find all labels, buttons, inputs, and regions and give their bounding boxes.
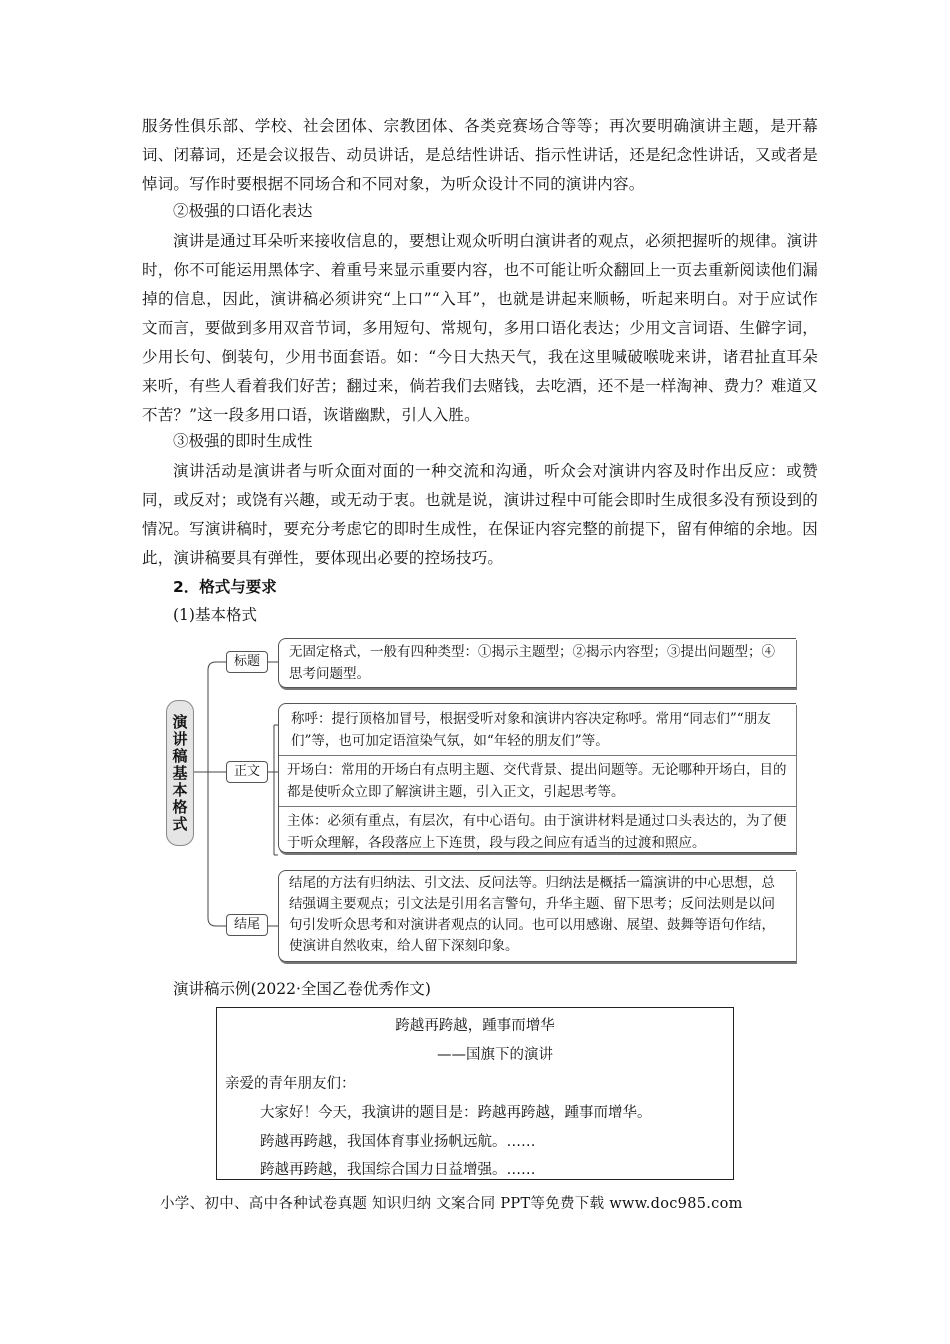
branch-title: 标题: [226, 651, 268, 673]
paragraph-occasions: [142, 112, 818, 199]
mindmap-root: 演讲稿基本格式: [166, 700, 194, 846]
sample-line: 跨越再跨越，我国体育事业扬帆远航。……: [260, 1134, 536, 1150]
ending-description: 结尾的方法有归纳法、引文法、反问法等。归纳法是概括一篇演讲的中心思想，总结强调主要观点；引文法是引用名言警句，升华主题、留下思考；反问法则是以问句引发听众思考和对演讲者观点的认同。也可以用感谢、展望、鼓舞等语句作结，使演讲自然收束，给人留下深刻印象。: [278, 870, 796, 962]
sample-line: 跨越再跨越，我国综合国力日益增强。……: [260, 1162, 536, 1178]
branch-body: 正文: [226, 761, 268, 783]
branch-ending: 结尾: [226, 914, 268, 936]
paragraph-oral: [142, 227, 818, 430]
format-mindmap: [160, 630, 800, 970]
section-subheading: (1)基本格式: [173, 606, 257, 624]
paragraph-instant: [142, 457, 818, 573]
paragraph-text: 演讲是通过耳朵听来接收信息的，要想让观众听明白演讲者的观点，必须把握听的规律。演讲时，你不可能运用黑体字、着重号来显示重要内容，也不可能让听众翻回上一页去重新阅读他们漏掉的信息，因此，演讲稿必须讲究“上口”“入耳”，也就是讲起来顺畅，听起来明白。对于应试作文而言，要做到多用双音节词，多用短句、常规句，多用口语化表达；少用文言词语、生僻字词，少用长句、倒装句，少用书面套语。如：“今日大热天气，我在这里喊破喉咙来讲，诸君扯直耳朵来听，有些人看着我们好苦；翻过来，倘若我们去赌钱，去吃酒，还不是一样淘神、费力？难道又不苦？”这一段多用口语，诙谐幽默，引人入胜。: [142, 232, 818, 424]
subheading-instant: ③极强的即时生成性: [173, 432, 313, 450]
sample-title: 跨越再跨越，踵事而增华: [395, 1018, 555, 1034]
body-group: [278, 703, 796, 853]
sample-subtitle: ——国旗下的演讲: [437, 1047, 553, 1063]
sample-salutation: 亲爱的青年朋友们：: [225, 1076, 356, 1092]
section-heading: 2．格式与要求: [173, 578, 277, 596]
paragraph-text: 演讲活动是演讲者与听众面对面的一种交流和沟通，听众会对演讲内容及时作出反应：或赞同，或反对；或饶有兴趣，或无动于衷。也就是说，演讲过程中可能会即时生成很多没有预设到的情况。写演讲稿时，要充分考虑它的即时生成性，在保证内容完整的前提下，留有伸缩的余地。因此，演讲稿要具有弹性，要体现出必要的控场技巧。: [142, 462, 818, 567]
sample-speech-box: [216, 1007, 734, 1180]
paragraph-text: 服务性俱乐部、学校、社会团体、宗教团体、各类竞赛场合等等；再次要明确演讲主题，是开幕词、闭幕词，还是会议报告、动员讲话，是总结性讲话、指示性讲话，还是纪念性讲话，又或者是悼词。写作时要根据不同场合和不同对象，为听众设计不同的演讲内容。: [142, 117, 818, 193]
main-description: 主体：必须有重点，有层次，有中心语句。由于演讲材料是通过口头表达的，为了便于听众理解，各段落应上下连贯，段与段之间应有适当的过渡和照应。: [287, 813, 787, 851]
subheading-oral: ②极强的口语化表达: [173, 202, 313, 220]
address-description: 称呼：提行顶格加冒号，根据受听对象和演讲内容决定称呼。常用“同志们”“朋友们”等，也可加定语渲染气氛，如“年轻的朋友们”等。: [279, 704, 796, 756]
sample-caption: 演讲稿示例(2022·全国乙卷优秀作文): [173, 980, 431, 998]
opening-description: 开场白：常用的开场白有点明主题、交代背景、提出问题等。无论哪种开场白，目的都是使听众立即了解演讲主题，引入正文，引起思考等。: [279, 756, 796, 807]
page-footer: 小学、初中、高中各种试卷真题 知识归纳 文案合同 PPT等免费下载 www.doc985.com: [160, 1196, 743, 1212]
title-description: 无固定格式，一般有四种类型：①揭示主题型；②揭示内容型；③提出问题型；④思考问题型。: [278, 638, 796, 688]
sample-line: 大家好！今天，我演讲的题目是：跨越再跨越，踵事而增华。: [260, 1105, 652, 1121]
